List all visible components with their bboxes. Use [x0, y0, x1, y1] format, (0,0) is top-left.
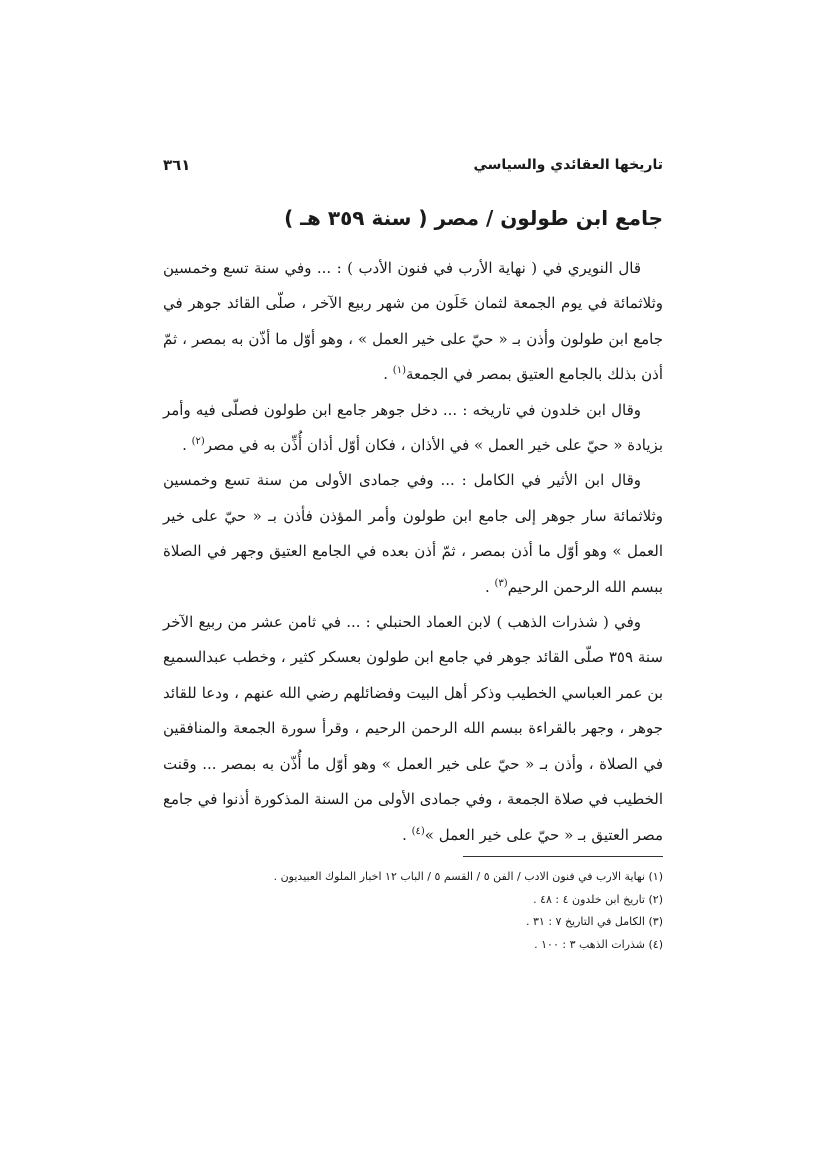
section-title: جامع ابن طولون / مصر ( سنة ٣٥٩ هـ ) [284, 206, 663, 230]
footnote-1: (١) نهاية الارب في فنون الادب / الفن ٥ / القسم ٥ / الباب ١٢ اخبار الملوك العبيديون . [273, 870, 663, 883]
paragraph-ibn-athir [163, 463, 663, 605]
footnote-2: (٢) تاريخ ابن خلدون ٤ : ٤٨ . [533, 892, 663, 906]
footnote-ref-3: (٣) [494, 577, 508, 589]
paragraph-nuwayri [163, 251, 663, 393]
paragraph-text: وقال ابن خلدون في تاريخه : ... دخل جوهر جامع ابن طولون فصلّى فيه وأمر بزيادة « حيّ على خير العمل » في الأذان ، فكان أوّل أذان أُذِّن به في مصر [163, 400, 663, 455]
paragraph-shadharat [163, 605, 663, 853]
paragraph-tail: . [182, 436, 192, 455]
footnote-ref-4: (٤) [411, 825, 425, 837]
paragraph-tail: . [484, 577, 495, 596]
paragraph-tail: . [383, 365, 393, 384]
paragraph-tail: . [402, 825, 412, 844]
footnote-3: (٣) الكامل في التاريخ ٧ : ٣١ . [526, 915, 663, 929]
paragraph-text: وقال ابن الأثير في الكامل : ... وفي جمادى الأولى من سنة تسع وخمسين وثلاثمائة سار جوهر إلى جامع ابن طولون وأمر المؤذن فأذن بـ « حيّ على خير العمل » وهو أوّل ما أذن بمصر ، ثمّ أذن بعده في الجامع العتيق وجهر في الصلاة ببسم الله الرحمن الرحيم [163, 471, 663, 596]
footnote-4: (٤) شذرات الذهب ٣ : ١٠٠ . [534, 937, 663, 951]
footnotes [163, 866, 663, 956]
paragraph-text: قال النويري في ( نهاية الأرب في فنون الأدب ) : ... وفي سنة تسع وخمسين وثلاثمائة في يوم الجمعة لثمان خَلَون من شهر ربيع الآخر ، صلّى القائد جوهر في جامع ابن طولون وأذن بـ « حيّ على خير العمل » ، وهو أوّل ما أذّن به بمصر ، ثمّ أذن بذلك بالجامع العتيق بمصر في الجمعة [163, 259, 663, 384]
body-text [163, 251, 663, 853]
paragraph-text: وفي ( شذرات الذهب ) لابن العماد الحنبلي : ... في ثامن عشر من ربيع الآخر سنة ٣٥٩ صلّى القائد جوهر في جامع ابن طولون بعسكر كثير ، وخطب عبدالسميع بن عمر العباسي الخطيب وذكر أهل البيت وفضائلهم رضي الله عنهم ، ودعا للقائد جوهر ، وجهر بالقراءة ببسم الله الرحمن الرحيم ، وقرأ سورة الجمعة والمنافقين في الصلاة ، وأذن بـ « حيّ على خير العمل » وهو أوّل ما أُذّن به بمصر ... وقنت الخطيب في صلاة الجمعة ، وفي جمادى الأولى من السنة المذكورة أذنوا في جامع مصر العتيق بـ « حيّ على خير العمل » [163, 613, 663, 844]
footnote-ref-2: (٢) [191, 436, 205, 448]
running-header [163, 153, 663, 177]
footnote-ref-1: (١) [392, 365, 406, 377]
page-number: ٣٦١ [163, 156, 191, 174]
footnote-separator [463, 856, 663, 857]
paragraph-ibn-khaldun [163, 393, 663, 464]
running-header-title: تاريخها العقائدي والسياسي [473, 157, 663, 173]
